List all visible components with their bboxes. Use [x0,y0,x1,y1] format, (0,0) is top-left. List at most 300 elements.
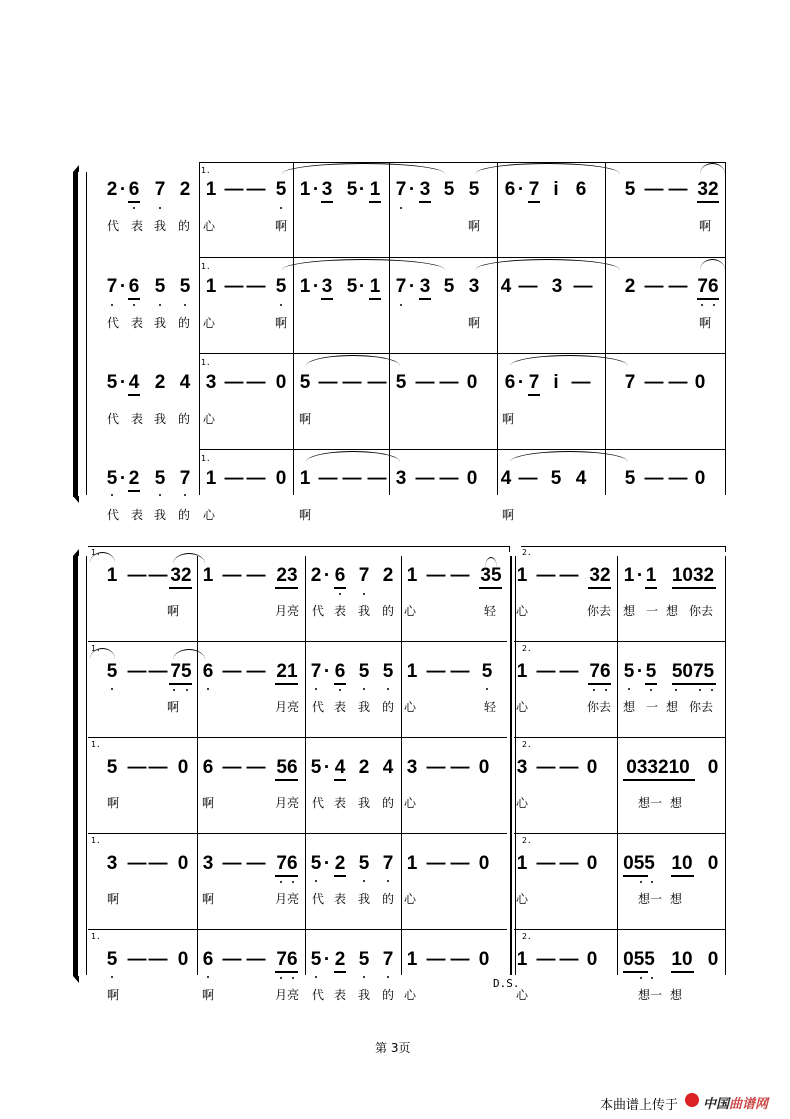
underline-beam [645,587,657,589]
note: 1 [516,853,528,874]
note: — [439,372,459,393]
barline [389,162,390,495]
lyric: 啊 [166,604,180,618]
lyric: 代 [311,796,325,810]
volta-label: 1. [201,454,211,463]
slur-t-2 [510,355,628,366]
note: — [246,179,266,200]
note: — [559,565,579,586]
lyric: 想 [622,700,636,714]
slur-s2-2 [173,553,205,564]
note: · [119,179,127,200]
lyric: 月亮 [274,700,300,714]
lyric: 代 [311,700,325,714]
underline-beam [334,875,346,877]
note: 2 [128,468,140,489]
note: 0 [466,372,478,393]
octave-dot [159,304,161,306]
underline-beam [275,971,298,973]
note: 3 [468,276,480,297]
lyric: 我 [153,219,167,233]
bracket-top-hook [73,549,79,556]
octave-dot [186,689,188,691]
note: — [559,661,579,682]
underline-beam [528,394,540,396]
note: · [636,565,644,586]
note: 1 [623,565,635,586]
volta1-line [88,546,510,547]
note: — [127,853,147,874]
underline-beam [697,298,719,300]
lyric: 心 [202,412,216,426]
octave-dot [315,688,317,690]
underline-beam [672,587,716,589]
note: 35 [480,565,502,586]
note: 1 [202,565,214,586]
note: 1 [406,661,418,682]
note: — [224,276,244,297]
note: 0 [275,468,287,489]
note: 0 [586,949,598,970]
note: — [222,661,242,682]
octave-dot [280,977,282,979]
octave-dot [339,593,341,595]
note: — [573,276,593,297]
note: 055 [623,949,655,970]
lyric: 心 [403,892,417,906]
slur-b-2 [510,451,628,462]
note: — [127,661,147,682]
lyric: 表 [333,700,347,714]
octave-dot [400,304,402,306]
note: i [553,179,559,200]
note: 0 [177,949,189,970]
note: 7 [310,661,322,682]
note: 0 [694,468,706,489]
lyric: 啊 [201,988,215,1002]
note: — [426,853,446,874]
note: — [415,372,435,393]
note: 2 [154,372,166,393]
note: — [222,565,242,586]
note: — [559,757,579,778]
volta2-end-hook [725,546,726,552]
underline-beam [128,394,140,396]
lyric: 代 [106,412,120,426]
staff-line [514,737,726,738]
lyric: 轻 [483,700,497,714]
note: 5 [275,276,287,297]
octave-dot [173,689,175,691]
lyric: 心 [515,892,529,906]
note: 1 [205,179,217,200]
note: — [342,468,362,489]
note: 5075 [671,661,715,682]
lyric: 的 [177,219,191,233]
double-barline [510,556,512,975]
bracket-bottom-hook [73,496,79,503]
lyric: 的 [381,796,395,810]
note: 0 [478,949,490,970]
underline-beam [671,971,694,973]
barline [725,162,726,495]
lyric: 啊 [698,219,712,233]
note: 2 [310,565,322,586]
lyric: 表 [130,412,144,426]
note: 2 [624,276,636,297]
lyric: 表 [130,219,144,233]
bracket-top-hook [73,165,79,172]
lyric: 表 [333,892,347,906]
slur-s2-1 [90,552,115,563]
note: 0 [478,853,490,874]
octave-dot [363,593,365,595]
octave-dot [363,880,365,882]
note: 4 [575,468,587,489]
note: 5 [106,661,118,682]
volta-label: 1. [201,358,211,367]
lyric: 心 [403,700,417,714]
note: · [323,757,331,778]
underline-beam [334,683,346,685]
note: — [536,661,556,682]
system-start-line [86,172,87,495]
note: — [668,372,688,393]
note: 23 [276,565,298,586]
note: 2 [334,949,346,970]
note: — [426,661,446,682]
note: 5 [106,468,118,489]
lyric: 啊 [106,796,120,810]
lyric: 心 [515,988,529,1002]
lyric: 代 [311,604,325,618]
note: · [408,276,416,297]
volta-label: 1. [91,836,101,845]
note: — [536,949,556,970]
underline-beam [697,201,719,203]
lyric: 想 [669,796,683,810]
lyric: 啊 [106,988,120,1002]
volta-label: 2. [522,836,532,845]
lyric: 表 [130,316,144,330]
note: 7 [179,468,191,489]
note: 6 [334,565,346,586]
underline-beam [275,683,298,685]
staff-line [514,833,726,834]
underline-beam [419,201,431,203]
underline-beam [169,683,192,685]
lyric: 啊 [201,796,215,810]
lyric: 我 [153,412,167,426]
lyric: 你去 [688,604,714,618]
note: 3 [106,853,118,874]
note: — [426,949,446,970]
underline-beam [528,201,540,203]
note: · [408,179,416,200]
note: 7 [528,372,540,393]
note: 2 [382,565,394,586]
note: 3 [321,276,333,297]
note: — [246,949,266,970]
underline-beam [645,683,657,685]
lyric: 的 [177,508,191,522]
note: 3 [516,757,528,778]
note: — [224,179,244,200]
octave-dot [593,689,595,691]
octave-dot [159,494,161,496]
lyric: 代 [106,316,120,330]
lyric: 啊 [274,316,288,330]
staff-line [199,257,726,258]
note: — [644,179,664,200]
lyric: 想一 [637,988,663,1002]
underline-beam [588,587,611,589]
note: 2 [106,179,118,200]
octave-dot [701,304,703,306]
note: 3 [419,179,431,200]
note: — [439,468,459,489]
note: 5 [346,179,358,200]
lyric: 代 [106,508,120,522]
lyric: 啊 [467,316,481,330]
note: 0 [466,468,478,489]
lyric: 想 [665,700,679,714]
note: 1 [406,949,418,970]
note: 21 [276,661,298,682]
note: 0 [275,372,287,393]
lyric: 啊 [298,508,312,522]
note: — [222,757,242,778]
note: 0 [478,757,490,778]
note: 0 [707,757,719,778]
note: — [342,372,362,393]
barline [497,162,498,495]
note: 4 [500,468,512,489]
note: — [559,949,579,970]
underline-beam [334,971,346,973]
lyric: 我 [153,508,167,522]
note: 1 [106,565,118,586]
octave-dot [651,977,653,979]
lyric: 月亮 [274,988,300,1002]
note: 1 [406,565,418,586]
octave-dot [675,689,677,691]
note: 5 [154,276,166,297]
note: — [367,468,387,489]
underline-beam [128,298,140,300]
note: 5 [623,661,635,682]
note: — [450,661,470,682]
volta-label: 1. [201,262,211,271]
note: 3 [395,468,407,489]
note: 76 [276,949,298,970]
lyric: 啊 [501,508,515,522]
underline-beam [479,587,502,589]
lyric: 心 [515,796,529,810]
staff-line [88,737,507,738]
note: — [224,372,244,393]
slur-a-1 [282,259,445,270]
lyric: 你去 [586,604,612,618]
octave-dot [111,494,113,496]
lyric: 想 [669,892,683,906]
underline-beam [623,971,648,973]
note: 75 [170,661,192,682]
note: — [668,276,688,297]
volta-label: 2. [522,548,532,557]
note: 7 [382,949,394,970]
slur-s-3 [700,163,725,174]
note: · [312,276,320,297]
lyric: 一 [645,604,659,618]
lyric: 表 [333,796,347,810]
underline-beam [334,587,346,589]
barline [199,162,200,495]
lyric: 心 [515,700,529,714]
octave-dot [363,688,365,690]
note: · [517,372,525,393]
octave-dot [486,688,488,690]
note: 32 [170,565,192,586]
note: 4 [128,372,140,393]
note: — [559,853,579,874]
note: 1 [516,949,528,970]
note: 10 [671,853,693,874]
note: · [358,179,366,200]
volta-label: 2. [522,644,532,653]
underline-beam [275,875,298,877]
lyric: 想 [665,604,679,618]
lyric: 的 [381,892,395,906]
octave-dot [650,689,652,691]
underline-beam [321,298,333,300]
barline [401,556,402,975]
note: · [358,276,366,297]
note: — [222,949,242,970]
octave-dot [699,689,701,691]
note: — [644,372,664,393]
note: 5 [358,661,370,682]
note: 32 [589,565,611,586]
note: 4 [382,757,394,778]
note: 76 [589,661,611,682]
note: 6 [504,372,516,393]
lyric: 心 [202,508,216,522]
lyric: 的 [381,988,395,1002]
octave-dot [387,688,389,690]
system-start-line [86,556,87,975]
barline [605,162,606,495]
slur-a2-1 [90,648,115,659]
note: — [668,179,688,200]
note: — [246,565,266,586]
lyric: 我 [357,988,371,1002]
slur-b-1 [306,451,400,462]
note: 6 [575,179,587,200]
octave-dot [387,880,389,882]
octave-dot [184,494,186,496]
note: 4 [179,372,191,393]
note: — [367,372,387,393]
note: 1 [516,661,528,682]
octave-dot [605,689,607,691]
underline-beam [369,298,381,300]
underline-beam [128,201,140,203]
volta-label: 1. [91,548,101,557]
note: — [518,276,538,297]
octave-dot [292,977,294,979]
note: — [668,468,688,489]
note: — [246,853,266,874]
slur-s2-3 [485,557,497,568]
underline-beam [275,779,298,781]
note: 6 [128,179,140,200]
note: 5 [154,468,166,489]
note: 3 [406,757,418,778]
octave-dot [133,304,135,306]
note: 5 [106,949,118,970]
underline-beam [369,201,381,203]
octave-dot [159,207,161,209]
note: 6 [202,949,214,970]
note: 5 [310,949,322,970]
note: — [536,565,556,586]
note: 1 [205,468,217,489]
lyric: 的 [381,604,395,618]
octave-dot [207,976,209,978]
note: 7 [395,179,407,200]
lyric: 我 [153,316,167,330]
note: 0 [586,757,598,778]
underline-beam [334,779,346,781]
note: 0 [707,949,719,970]
staff-line [199,353,726,354]
note: · [312,179,320,200]
octave-dot [713,304,715,306]
note: 5 [358,949,370,970]
underline-beam [623,875,648,877]
note: 7 [382,853,394,874]
octave-dot [184,304,186,306]
note: 055 [623,853,655,874]
note: — [148,661,168,682]
note: · [323,853,331,874]
note: — [148,949,168,970]
octave-dot [133,207,135,209]
note: 2 [358,757,370,778]
octave-dot [711,689,713,691]
octave-dot [315,976,317,978]
staff-line [88,641,507,642]
note: 1032 [671,565,715,586]
octave-dot [280,304,282,306]
note: 6 [128,276,140,297]
note: 7 [624,372,636,393]
underline-beam [169,587,192,589]
octave-dot [387,976,389,978]
underline-beam [128,490,140,492]
note: · [119,468,127,489]
octave-dot [628,688,630,690]
octave-dot [651,881,653,883]
lyric: 啊 [166,700,180,714]
note: — [246,276,266,297]
note: 5 [106,372,118,393]
lyric: 月亮 [274,796,300,810]
volta-label: 1. [91,644,101,653]
note: — [644,276,664,297]
barline [197,556,198,975]
